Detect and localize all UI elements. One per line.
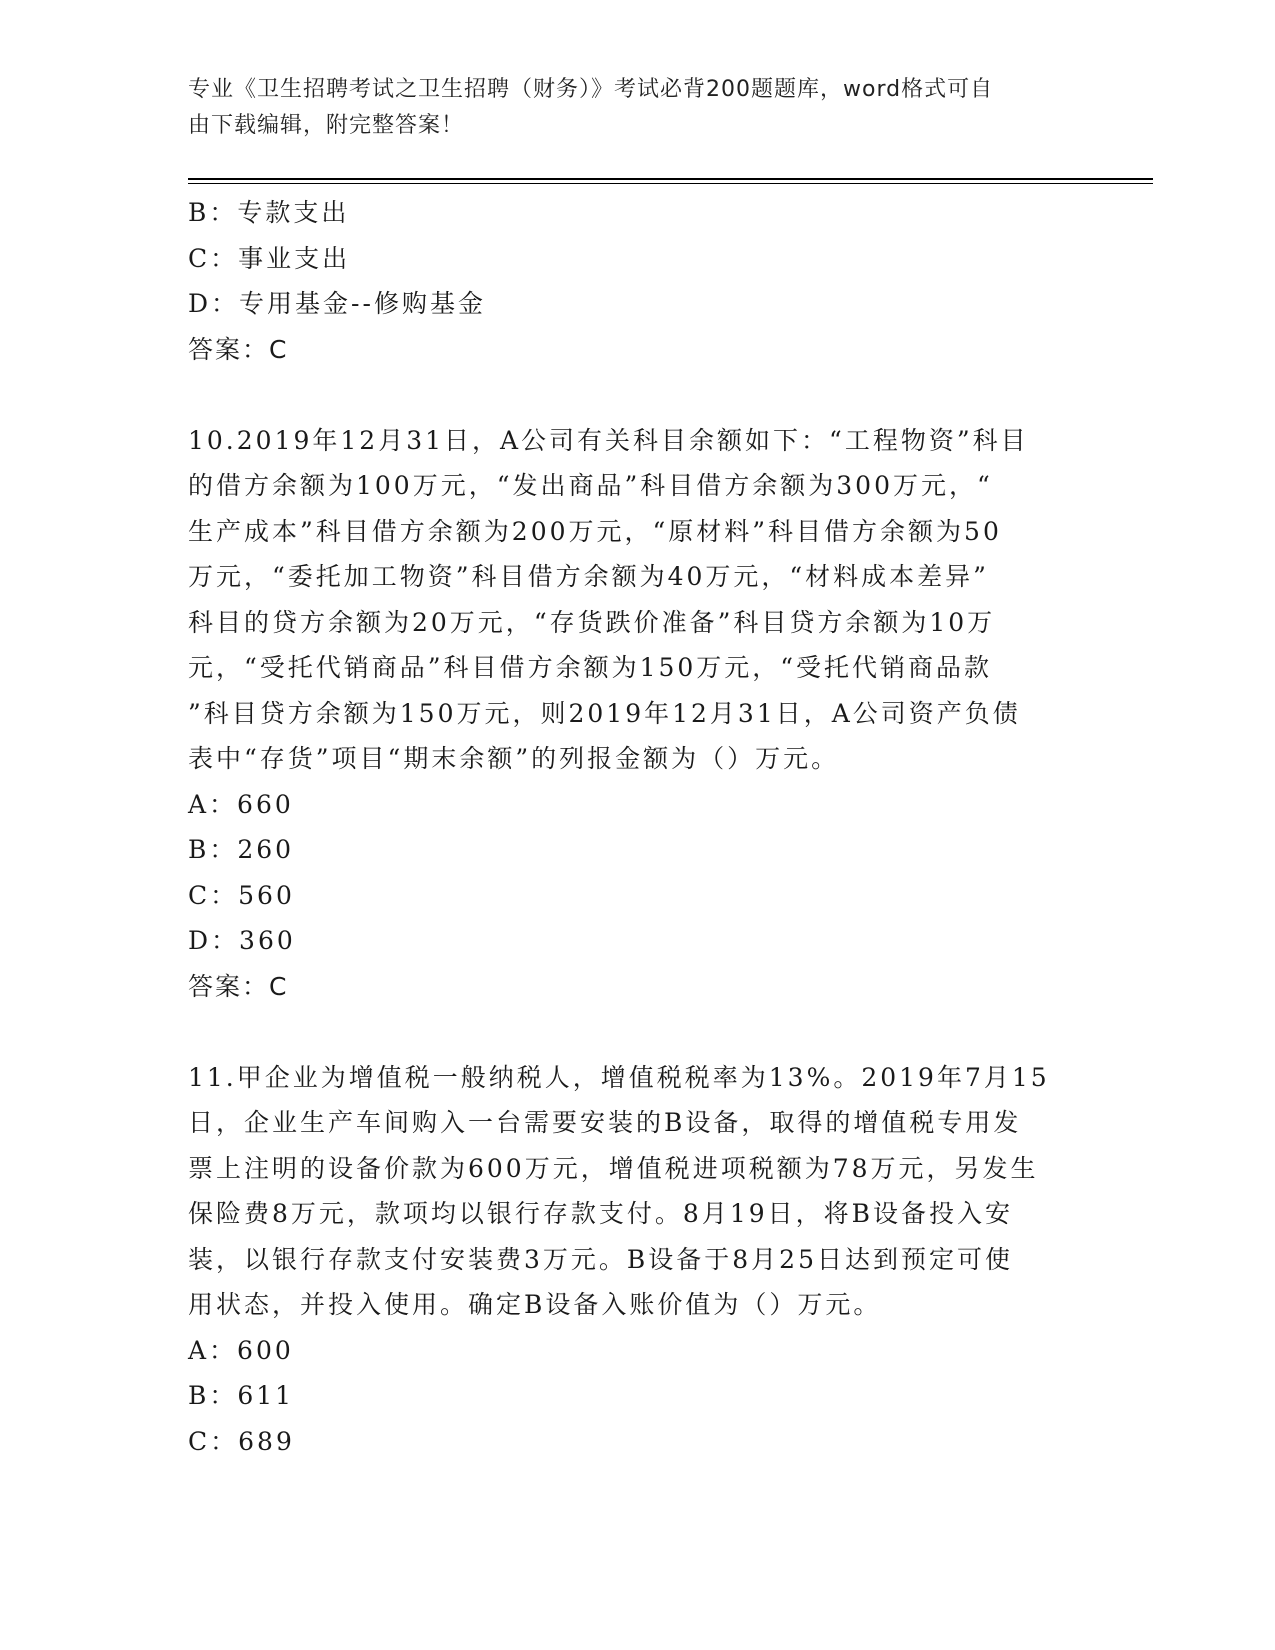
question-line: 11.甲企业为增值税一般纳税人，增值税税率为13%。2019年7月15 [188, 1062, 1050, 1092]
spacer [188, 372, 1068, 418]
question-line: 保险费8万元，款项均以银行存款支付。8月19日，将B设备投入安 [188, 1199, 1013, 1228]
option-b: B：611 [188, 1381, 295, 1410]
document-header [188, 72, 1068, 144]
question-line: 的借方余额为100万元，“发出商品”科目借方余额为300万元，“ [188, 471, 993, 500]
question-line: ”科目贷方余额为150万元，则2019年12月31日，A公司资产负债 [188, 698, 1021, 728]
question-line: 科目的贷方余额为20万元，“存货跌价准备”科目贷方余额为10万 [188, 607, 996, 637]
question-line: 万元，“委托加工物资”科目借方余额为40万元，“材料成本差异” [188, 562, 989, 591]
option-a: A：660 [188, 789, 294, 819]
question-line: 10.2019年12月31日，A公司有关科目余额如下：“工程物资”科目 [188, 425, 1029, 455]
question-line: 生产成本”科目借方余额为200万元，“原材料”科目借方余额为50 [188, 516, 1002, 546]
option-d: D：360 [188, 926, 296, 955]
option-d: D：专用基金--修购基金 [188, 289, 486, 318]
header-line-2: 由下载编辑，附完整答案！ [188, 113, 465, 138]
question-line: 元，“受托代销商品”科目借方余额为150万元，“受托代销商品款 [188, 653, 993, 682]
question-line: 表中“存货”项目“期末余额”的列报金额为（）万元。 [188, 744, 840, 773]
question-line: 日，企业生产车间购入一台需要安装的B设备，取得的增值税专用发 [188, 1108, 1022, 1137]
question-10 [188, 418, 1068, 1010]
answer: 答案：C [188, 334, 289, 364]
option-c: C：560 [188, 880, 295, 910]
option-c: C：事业支出 [188, 243, 351, 273]
question-11 [188, 1055, 1068, 1465]
header-rule-thick [188, 178, 1153, 180]
spacer [188, 1009, 1068, 1055]
header-rule-thin [188, 183, 1153, 184]
question-line: 装，以银行存款支付安装费3万元。B设备于8月25日达到预定可使 [188, 1244, 1013, 1274]
prev-question [188, 190, 1068, 372]
document-body [188, 190, 1068, 1464]
answer: 答案：C [188, 971, 289, 1001]
option-a: A：600 [188, 1335, 294, 1365]
option-b: B：260 [188, 835, 295, 864]
question-line: 票上注明的设备价款为600万元，增值税进项税额为78万元，另发生 [188, 1153, 1039, 1183]
option-c: C：689 [188, 1426, 295, 1456]
question-line: 用状态，并投入使用。确定B设备入账价值为（）万元。 [188, 1290, 882, 1319]
header-line-1: 专业《卫生招聘考试之卫生招聘（财务）》考试必背200题题库，word格式可自 [188, 77, 994, 102]
option-b: B：专款支出 [188, 198, 350, 227]
